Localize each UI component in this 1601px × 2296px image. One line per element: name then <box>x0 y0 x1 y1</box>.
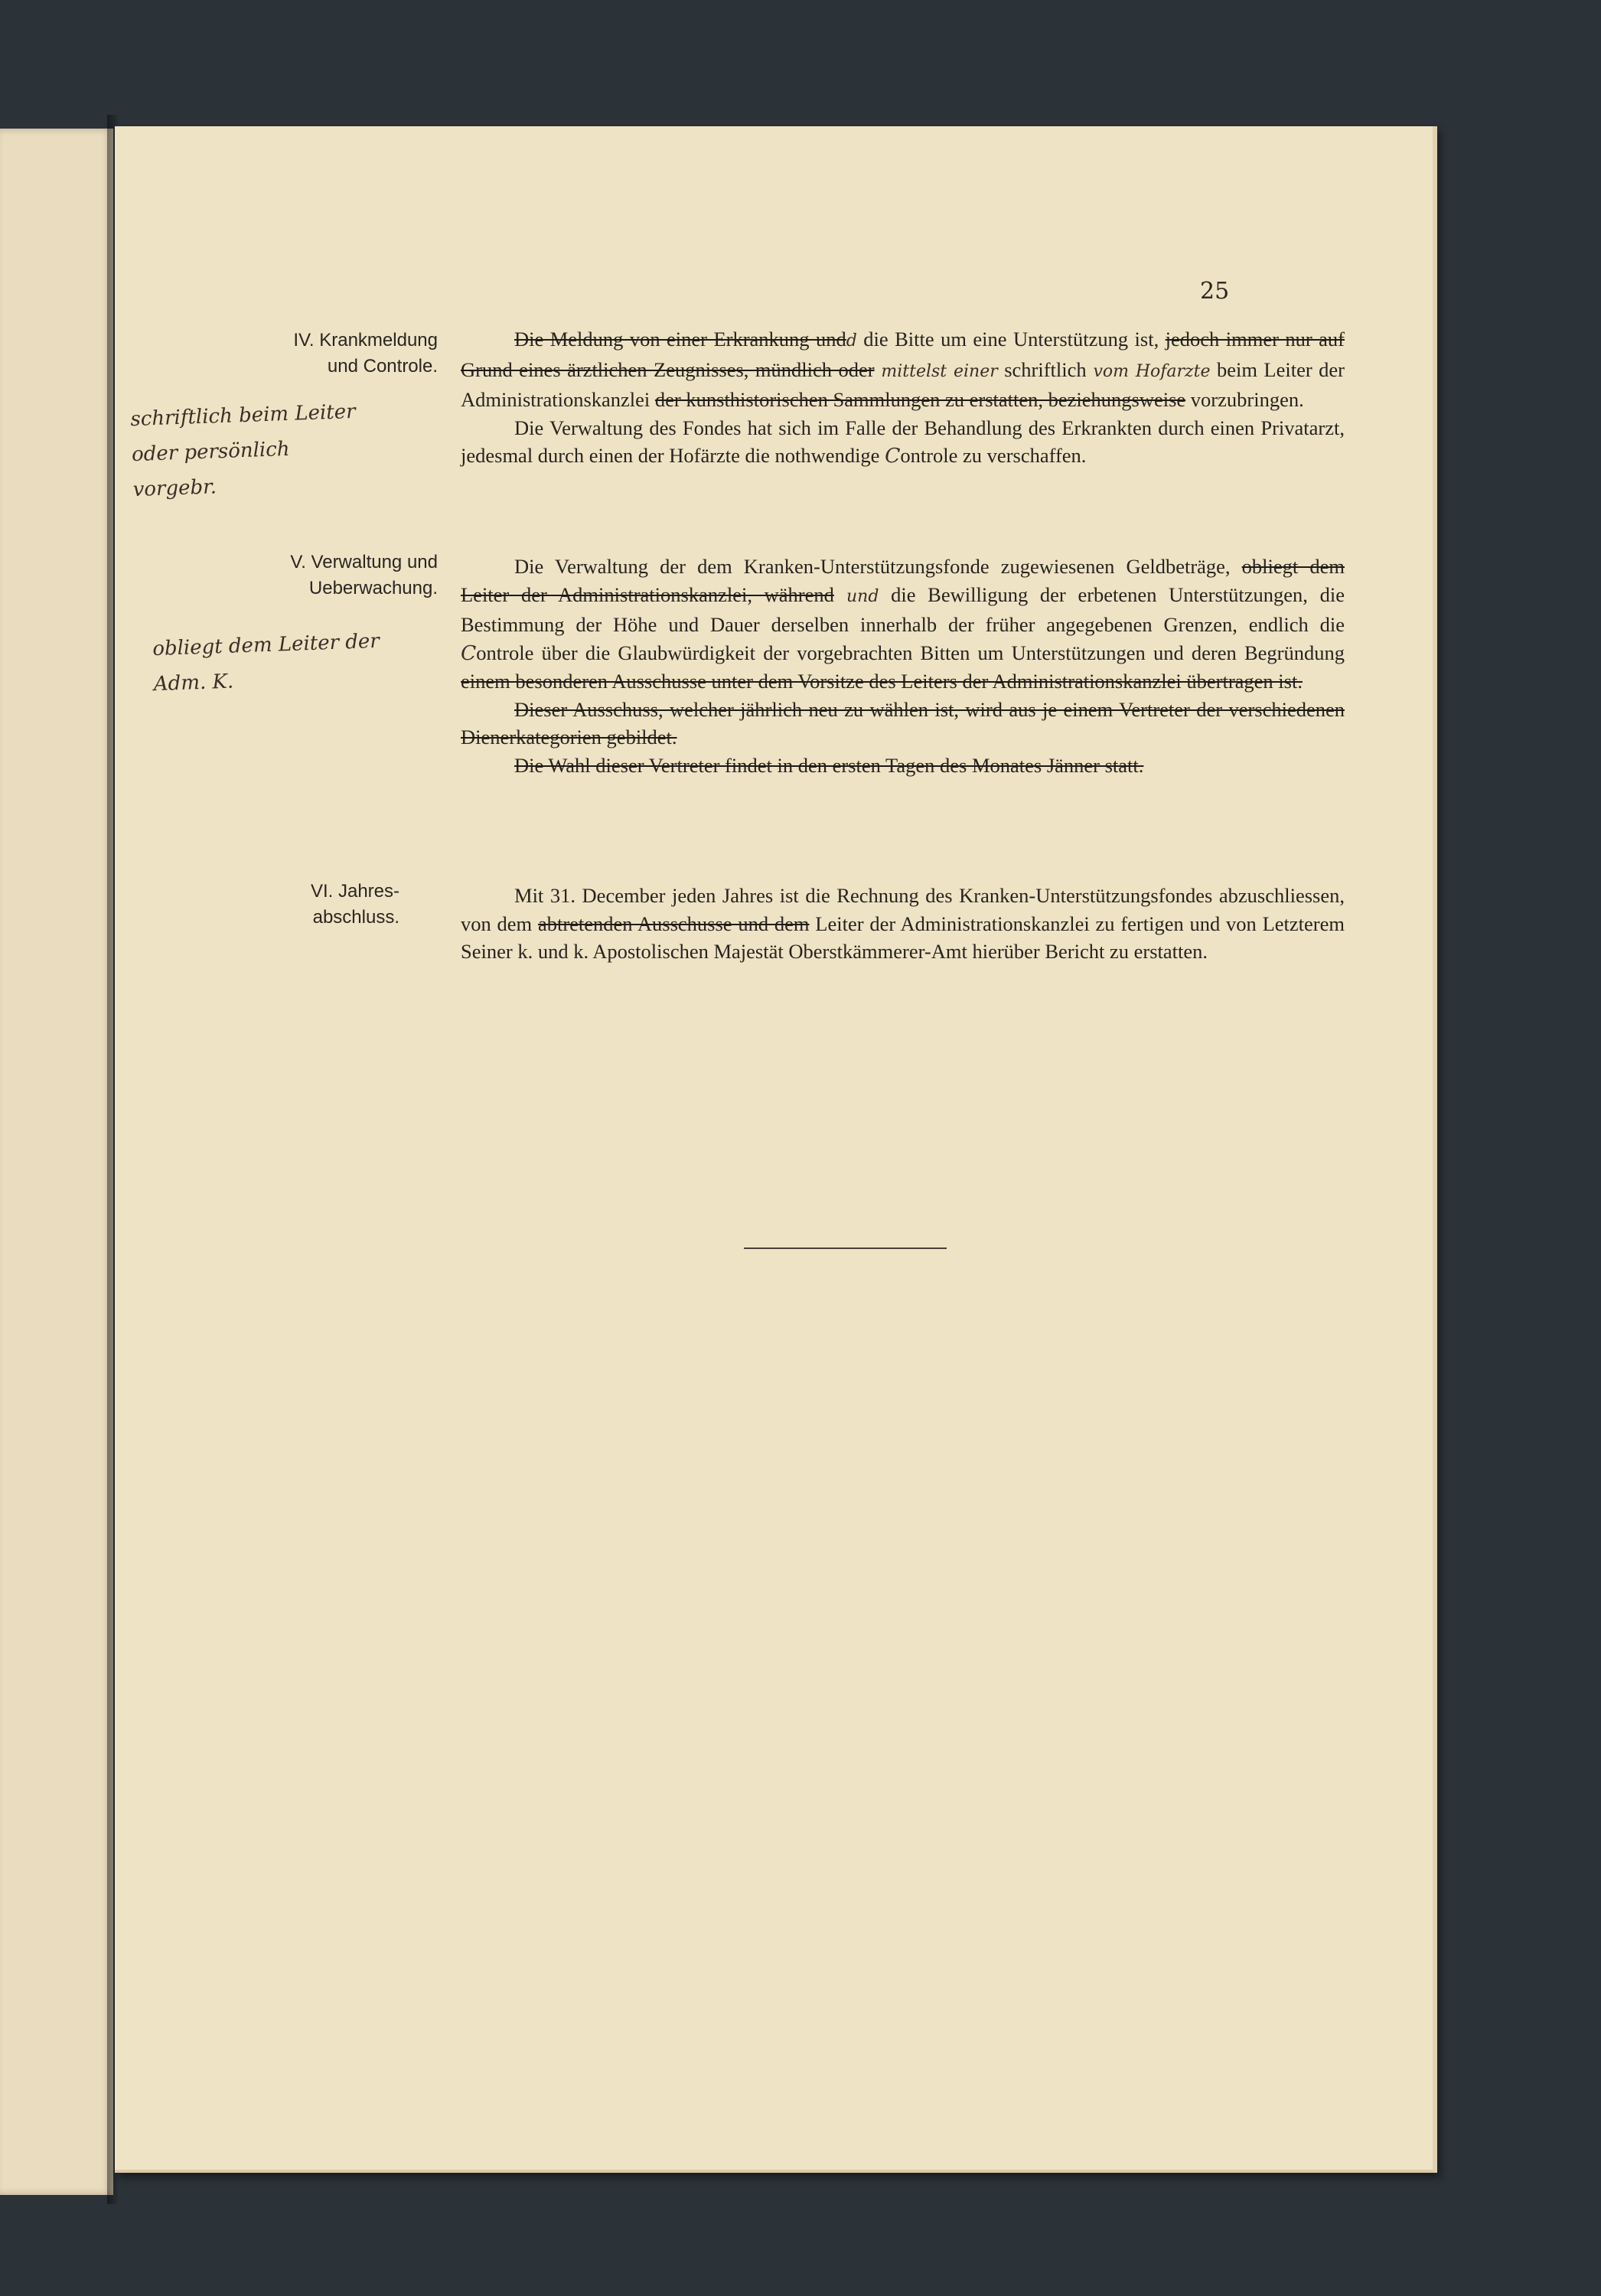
paragraph <box>461 553 1345 696</box>
handwritten-margin-note-v <box>152 624 381 702</box>
paragraph <box>461 325 1345 414</box>
section-title-line: Ueberwachung. <box>308 578 438 598</box>
margin-note-line: Adm. K. <box>153 670 234 696</box>
paragraph <box>461 414 1345 471</box>
margin-note-line: vorgebr. <box>132 475 217 502</box>
struck-text: jedoch immer nur auf Grund eines ärztlichen Zeugnisses, mündlich oder <box>461 328 1345 381</box>
struck-text: Dieser Ausschuss, welcher jährlich neu zu wählen ist, wird aus je einem Vertreter der verschiedenen Dienerkategorien gebildet. <box>461 697 1345 748</box>
handwritten-insert: d <box>846 331 857 351</box>
section-title-line: V. Verwaltung und <box>290 552 438 572</box>
handwritten-insert: C <box>885 444 901 468</box>
text: die Bitte um eine Unterstützung ist, <box>856 328 1166 351</box>
handwritten-margin-note-iv <box>130 394 359 507</box>
paragraph <box>461 882 1345 966</box>
text: ontrole über die Glaubwürdigkeit der vorgebrachten Bitten um Unterstützungen und deren Begründung <box>476 641 1345 664</box>
text: ontrole zu verschaffen. <box>900 444 1087 467</box>
section-title-line: VI. Jahres- <box>310 881 399 902</box>
handwritten-insert: und <box>833 586 879 606</box>
section-title-line: abschluss. <box>312 907 399 928</box>
struck-text: einem besonderen Ausschusse unter dem Vorsitze des Leiters der Administrationskanzlei übertragen ist. <box>461 670 1303 693</box>
margin-note-line: oder persönlich <box>131 437 291 467</box>
handwritten-insert: vom Hofarzte <box>1086 361 1211 381</box>
struck-text: abtretenden Ausschusse und dem <box>537 912 810 935</box>
section-title-line: und Controle. <box>327 356 438 377</box>
text: beim Leiter der Administrationskanzlei <box>461 357 1345 411</box>
section-title-krankmeldung <box>293 328 438 380</box>
previous-page-edge <box>0 129 113 2195</box>
margin-note-line: schriftlich beim Leiter <box>129 400 357 432</box>
handwritten-insert: C <box>461 641 477 665</box>
section-title-verwaltung <box>290 550 438 602</box>
closing-rule <box>744 1247 947 1249</box>
struck-text: Die Meldung von einer Erkrankung und <box>514 328 846 351</box>
struck-text: obliegt dem Leiter der Administrationskanzlei, während <box>461 555 1345 606</box>
section-title-jahresabschluss <box>311 879 399 931</box>
text: Die Verwaltung der dem Kranken-Unterstützungsfonde zugewiesenen Geldbeträge, <box>514 555 1242 578</box>
text: schriftlich <box>997 357 1087 381</box>
struck-text: der kunsthistorischen Sammlungen zu erstatten, beziehungsweise <box>654 388 1186 411</box>
text: Mit 31. December jeden Jahres ist die Rechnung des Kranken-Unterstützungsfondes abzuschliessen, von dem <box>461 884 1345 935</box>
section-body-verwaltung <box>461 553 1345 779</box>
handwritten-insert: mittelst einer <box>874 361 998 381</box>
struck-text: Die Wahl dieser Vertreter findet in den ersten Tagen des Monates Jänner statt. <box>514 753 1144 777</box>
text: die Bewilligung der erbetenen Unterstützungen, die Bestimmung der Höhe und Dauer derselben innerhalb der früher angegebenen Grenzen, endlich die <box>461 582 1345 636</box>
text: Die Verwaltung des Fondes hat sich im Falle der Behandlung des Erkrankten durch einen Privatarzt, jedesmal durch einen der Hofärzte die nothwendige <box>461 416 1345 467</box>
page-number: 25 <box>1200 278 1230 305</box>
text: vorzubringen. <box>1185 388 1304 411</box>
section-body-jahresabschluss <box>461 882 1345 966</box>
paragraph <box>461 696 1345 752</box>
section-title-line: IV. Krankmeldung <box>293 330 438 351</box>
paragraph <box>461 752 1345 780</box>
margin-note-line: obliegt dem Leiter der <box>152 629 380 661</box>
text: Leiter der Administrationskanzlei zu fertigen und von Letzterem Seiner k. und k. Apostolischen Majestät Oberstkämmerer-Amt hierüber Bericht zu erstatten. <box>461 912 1345 963</box>
section-body-krankmeldung <box>461 325 1345 471</box>
